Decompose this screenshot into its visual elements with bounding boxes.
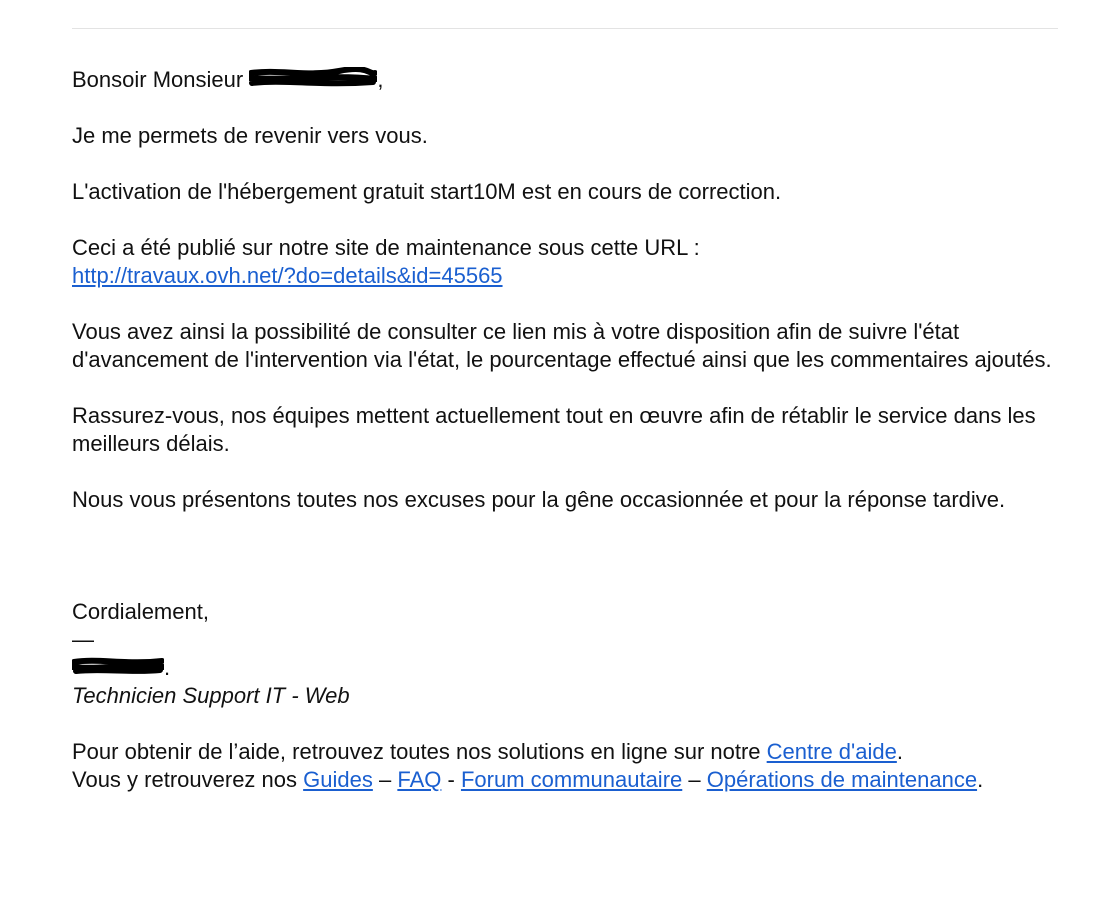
signature-title: Technicien Support IT - Web	[72, 683, 350, 708]
paragraph-consult: Vous avez ainsi la possibilité de consulter ce lien mis à votre disposition afin de suivre l'état d'avancement de l'intervention via l'état, le pourcentage effectué ainsi que les commentaires ajoutés.	[72, 319, 1052, 372]
paragraph-activation: L'activation de l'hébergement gratuit start10M est en cours de correction.	[72, 179, 782, 204]
paragraph-intro: Je me permets de revenir vers vous.	[72, 123, 428, 148]
signature-name	[72, 654, 1072, 682]
separator: –	[688, 767, 701, 792]
help-line-2	[72, 766, 1072, 794]
paragraph-reassure: Rassurez-vous, nos équipes mettent actuellement tout en œuvre afin de rétablir le service dans les meilleurs délais.	[72, 403, 1036, 456]
help-line-2-end: .	[977, 767, 984, 792]
greeting-suffix: ,	[377, 67, 384, 92]
redacted-name	[249, 69, 377, 87]
greeting	[72, 66, 1072, 94]
header-divider	[72, 28, 1058, 29]
paragraph-apology: Nous vous présentons toutes nos excuses pour la gêne occasionnée et pour la réponse tardive.	[72, 487, 1006, 512]
paragraph-published: Ceci a été publié sur notre site de maintenance sous cette URL :	[72, 235, 700, 260]
separator: –	[378, 767, 392, 792]
help-line-2-text: Vous y retrouverez nos	[72, 767, 298, 792]
signature-dot: .	[164, 655, 171, 680]
guides-link[interactable]: Guides	[303, 767, 373, 792]
email-body	[72, 66, 1072, 794]
maintenance-url-link[interactable]: http://travaux.ovh.net/?do=details&id=45565	[72, 263, 503, 288]
forum-link[interactable]: Forum communautaire	[460, 767, 683, 792]
separator: -	[447, 767, 455, 792]
faq-link[interactable]: FAQ	[397, 767, 442, 792]
closing: Cordialement,	[72, 599, 209, 624]
help-line-1-end: .	[896, 739, 903, 764]
help-line-1-text: Pour obtenir de l’aide, retrouvez toutes nos solutions en ligne sur notre	[72, 739, 761, 764]
greeting-prefix: Bonsoir Monsieur	[72, 67, 244, 92]
redacted-signature	[72, 657, 164, 675]
help-line-1	[72, 738, 1072, 766]
maintenance-operations-link[interactable]: Opérations de maintenance	[706, 767, 978, 792]
help-center-link[interactable]: Centre d'aide	[766, 739, 897, 764]
signature-dash: —	[72, 627, 94, 652]
